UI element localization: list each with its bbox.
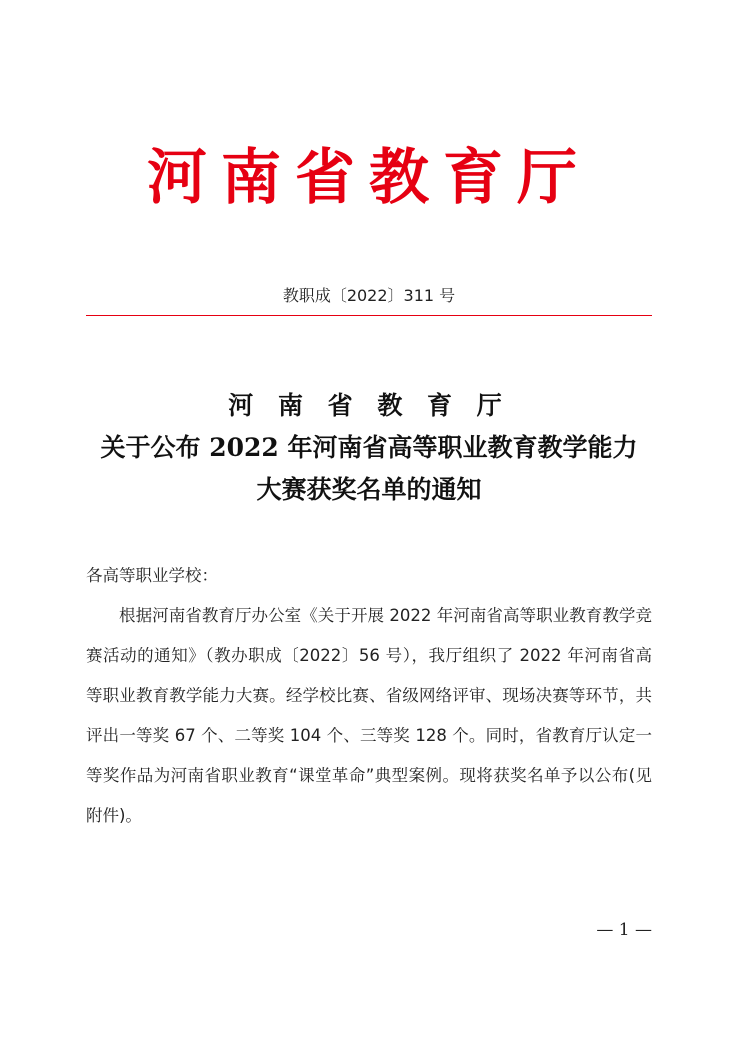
document-title (0, 385, 738, 511)
red-separator-line (86, 315, 652, 316)
salutation: 各高等职业学校： (86, 566, 218, 585)
document-body (86, 556, 652, 836)
title-line-subject: 关于公布 2022 年河南省高等职业教育教学能力 (100, 433, 638, 462)
page-number: — 1 — (596, 920, 652, 940)
title-line-issuer: 河 南 省 教 育 厅 (228, 391, 510, 420)
issuer-masthead: 河南省教育厅 (147, 143, 591, 213)
body-paragraph: 根据河南省教育厅办公室《关于开展 2022 年河南省高等职业教育教学竞赛活动的通知》（教办职成〔2022〕56 号），我厅组织了 2022 年河南省高等职业教育教学能力大赛。经学校比赛、省级网络评审、现场决赛等环节，共评出一等奖 67 个、二等奖 104 个、三等奖 128 个。同时，省教育厅认定一等奖作品为河南省职业教育“课堂革命”典型案例。现将获奖名单予以公布(见附件)。 (86, 606, 652, 825)
document-number: 教职成〔2022〕311 号 (282, 286, 456, 305)
title-line-notice: 大赛获奖名单的通知 (256, 475, 482, 504)
